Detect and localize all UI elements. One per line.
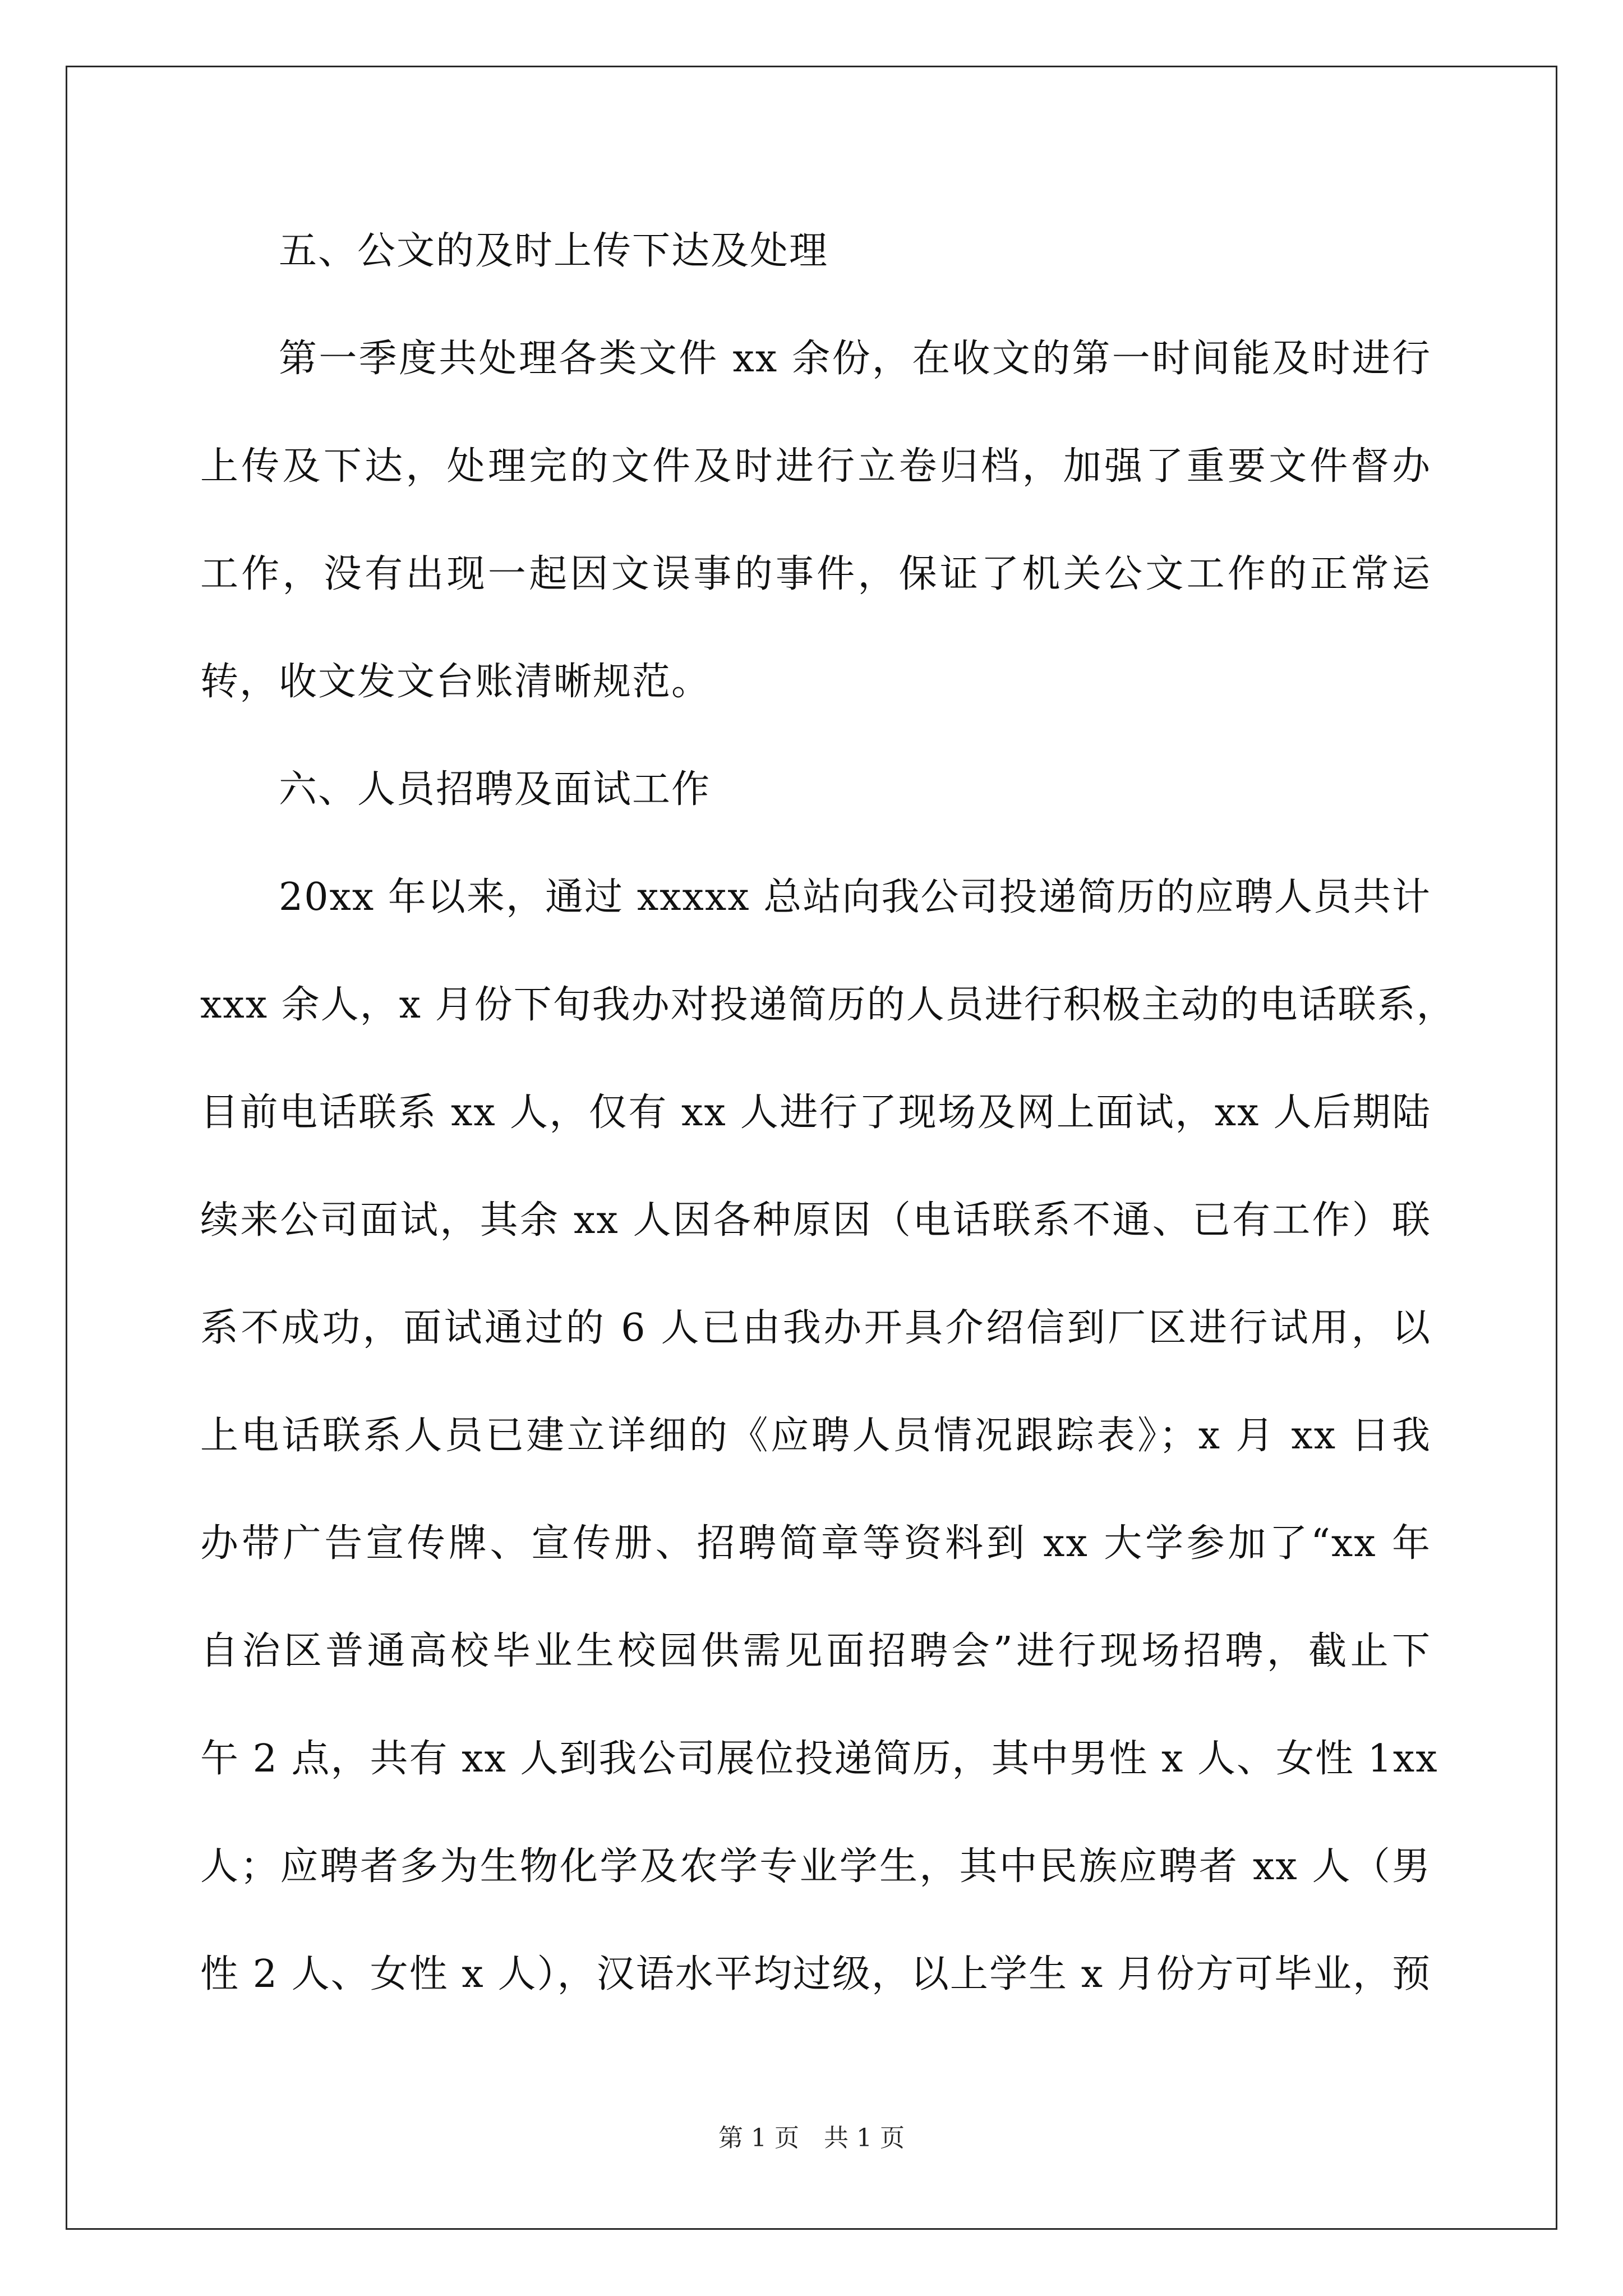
section-heading-5: 五、公文的及时上传下达及处理 bbox=[279, 229, 829, 273]
paragraph-line: 续来公司面试，其余 xx 人因各种原因（电话联系不通、已有工作）联 bbox=[200, 1198, 1431, 1243]
paragraph-line: xxx 余人，x 月份下旬我办对投递简历的人员进行积极主动的电话联系， bbox=[200, 983, 1456, 1027]
paragraph-line: 20xx 年以来，通过 xxxxx 总站向我公司投递简历的应聘人员共计 bbox=[279, 875, 1431, 919]
paragraph-line: 人；应聘者多为生物化学及农学专业学生，其中民族应聘者 xx 人（男 bbox=[200, 1844, 1431, 1889]
paragraph-line: 转，收文发文台账清晰规范。 bbox=[200, 660, 711, 704]
paragraph-line: 工作，没有出现一起因文误事的事件，保证了机关公文工作的正常运 bbox=[200, 552, 1431, 596]
paragraph-line: 目前电话联系 xx 人，仅有 xx 人进行了现场及网上面试，xx 人后期陆 bbox=[200, 1091, 1431, 1135]
paragraph-line: 自治区普通高校毕业生校园供需见面招聘会”进行现场招聘，截止下 bbox=[200, 1629, 1431, 1673]
paragraph-line: 办带广告宣传牌、宣传册、招聘简章等资料到 xx 大学参加了“xx 年 bbox=[200, 1521, 1431, 1566]
paragraph-line: 系不成功，面试通过的 6 人已由我办开具介绍信到厂区进行试用，以 bbox=[200, 1306, 1431, 1350]
paragraph-line: 上电话联系人员已建立详细的《应聘人员情况跟踪表》；x 月 xx 日我 bbox=[200, 1414, 1431, 1458]
paragraph-line: 性 2 人、女性 x 人），汉语水平均过级，以上学生 x 月份方可毕业，预 bbox=[200, 1952, 1432, 1996]
paragraph-line: 午 2 点，共有 xx 人到我公司展位投递简历，其中男性 x 人、女性 1xx bbox=[200, 1737, 1438, 1781]
paragraph-line: 第一季度共处理各类文件 xx 余份，在收文的第一时间能及时进行 bbox=[279, 337, 1431, 381]
paragraph-line: 上传及下达，处理完的文件及时进行立卷归档，加强了重要文件督办 bbox=[200, 444, 1431, 489]
page-number-footer: 第 1 页 共 1 页 bbox=[718, 2124, 905, 2152]
section-heading-6: 六、人员招聘及面试工作 bbox=[279, 767, 711, 812]
